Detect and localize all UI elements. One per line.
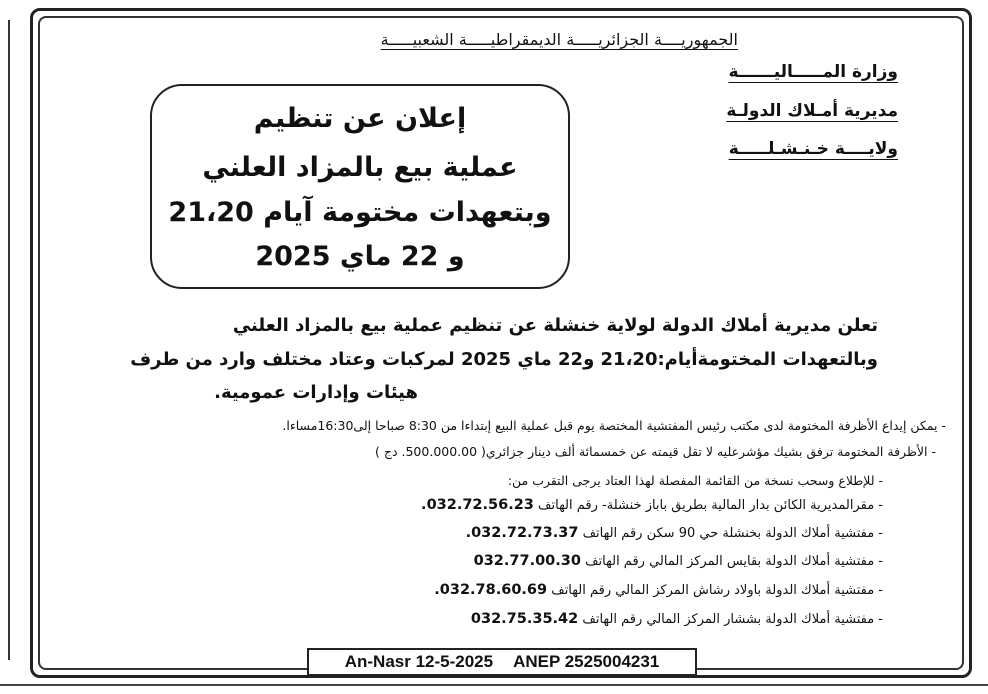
announcement-line-3: هيئات وإدارات عمومية. — [214, 382, 418, 403]
contact-kais — [474, 553, 883, 569]
contact-label: - مفتشية أملاك الدولة باولاد رشاش المركز المالي رقم الهاتف — [551, 583, 883, 598]
wilaya-name: ولايــــة خـنـشـلـــــة — [728, 139, 898, 159]
contact-phone: 032.78.60.69. — [434, 582, 548, 598]
contact-phone: 032.72.73.37. — [465, 525, 579, 541]
republic-header: الجمهوريــــة الجزائريـــــة الديمقراطيـــــة الشعبيـــــة — [380, 30, 738, 49]
anep-number: ANEP 2525004231 — [513, 652, 660, 671]
title-line-2: عملية بيع بالمزاد العلني — [202, 152, 518, 183]
contact-phone: 032.72.56.23. — [421, 497, 534, 513]
ministry-name: وزارة المـــــاليــــــة — [728, 62, 898, 82]
contact-label: - مفتشية أملاك الدولة بقايس المركز المالي رقم الهاتف — [585, 554, 883, 569]
title-line-1: إعلان عن تنظيم — [253, 103, 467, 134]
announcement-line-2: وبالتعهدات المختومةأيام:21،20 و22 ماي 2025 لمركبات وعتاد مختلف وارد من طرف — [130, 349, 878, 370]
title-line-4: و 22 ماي 2025 — [255, 241, 465, 272]
publication-date: An-Nasr 12-5-2025 — [344, 652, 494, 671]
contact-khenchela — [466, 525, 883, 541]
contact-directorate — [421, 497, 883, 513]
publication-reference — [307, 648, 697, 676]
condition-deposit: - يمكن إيداع الأظرفة المختومة لدى مكتب رئيس المفتشية المختصة يوم قبل عملية البيع إبتداءا من 8:30 صباحا إلى16:30مساءا. — [282, 418, 946, 433]
contact-label: - مقرالمديرية الكائن بدار المالية بطريق باباز خنشلة- رقم الهاتف — [538, 498, 883, 513]
contact-chechar — [471, 611, 883, 627]
left-margin-rule — [8, 20, 10, 660]
condition-cheque: - الأظرفة المختومة ترفق بشيك مؤشرعليه لا تقل قيمته عن خمسمائة ألف دينار جزائري( 500.000.00. دج ) — [375, 444, 936, 459]
announcement-line-1: تعلن مديرية أملاك الدولة لولاية خنشلة عن تنظيم عملية بيع بالمزاد العلني — [232, 315, 878, 336]
contact-phone: 032.75.35.42 — [470, 611, 579, 627]
page-bottom-rule — [0, 684, 988, 686]
contact-ouled-rechache — [434, 582, 883, 598]
contact-phone: 032.77.00.30 — [473, 553, 581, 569]
title-line-3: وبتعهدات مختومة آيام 21،20 — [168, 197, 552, 228]
contacts-intro: - للإطلاع وسحب نسخة من القائمة المفصلة لهذا العتاد يرجى التقرب من: — [507, 473, 883, 488]
contact-label: - مفتشية أملاك الدولة بخنشلة حي 90 سكن رقم الهاتف — [582, 526, 883, 541]
directorate-name: مديرية أمـلاك الدولـة — [726, 101, 898, 121]
contact-label: - مفتشية أملاك الدولة بششار المركز المالي رقم الهاتف — [582, 612, 883, 627]
